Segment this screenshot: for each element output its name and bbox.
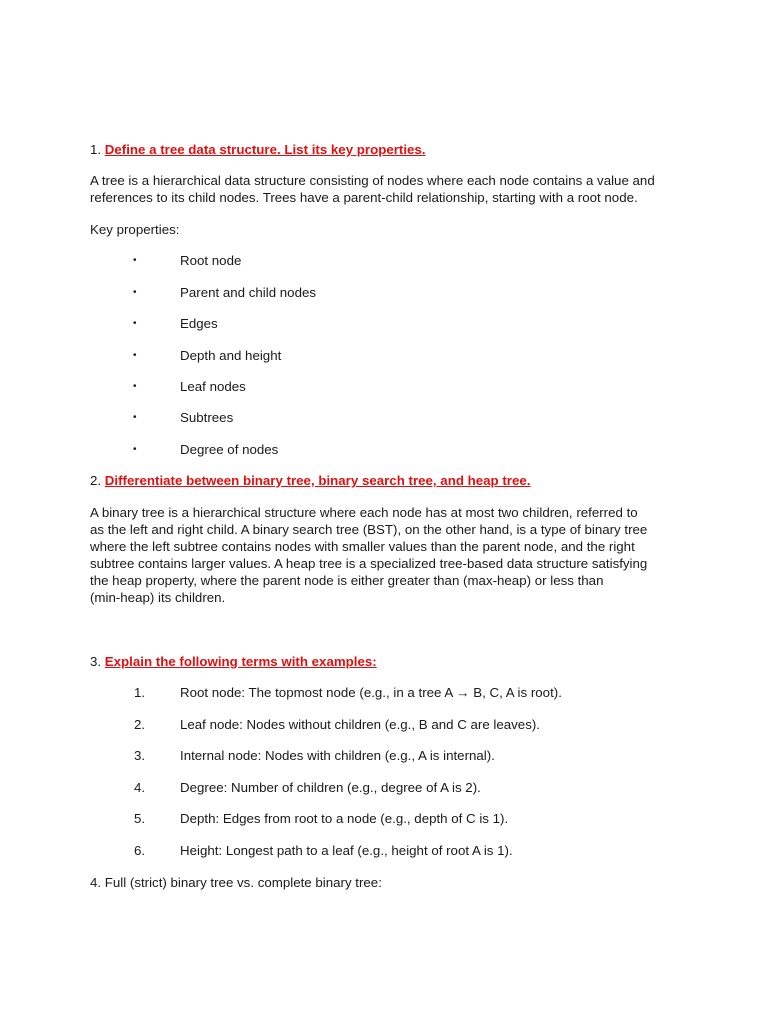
question-3-heading [90, 653, 377, 670]
bullet-icon: • [133, 287, 137, 298]
bullet-icon: • [133, 444, 137, 455]
bullet-icon: • [133, 318, 137, 329]
property-text: Subtrees [180, 410, 234, 425]
question-4-heading: 4. Full (strict) binary tree vs. complete binary tree: [90, 875, 382, 890]
term-text: Depth: Edges from root to a node (e.g., depth of C is 1). [180, 811, 509, 826]
item-number: 1. [134, 685, 146, 700]
item-number: 2. [134, 717, 146, 732]
question-1-answer-line: references to its child nodes. Trees have a parent-child relationship, starting with a root node. [90, 190, 638, 205]
question-3-title: Explain the following terms with examples: [104, 654, 377, 669]
item-number: 3. [134, 748, 146, 763]
bullet-icon: • [133, 412, 137, 423]
question-2-title: Differentiate between binary tree, binary search tree, and heap tree. [104, 473, 531, 488]
property-text: Parent and child nodes [180, 285, 317, 300]
property-text: Depth and height [180, 348, 282, 363]
question-2-answer-line: subtree contains larger values. A heap tree is a specialized tree-based data structure satisfying [90, 556, 648, 571]
question-2-answer-line: where the left subtree contains nodes with smaller values than the parent node, and the right [90, 539, 635, 554]
item-number: 4. [134, 780, 146, 795]
key-properties-label: Key properties: [90, 222, 180, 237]
property-text: Root node [180, 253, 242, 268]
property-text: Edges [180, 316, 218, 331]
question-3-number: 3. [90, 654, 102, 669]
question-2-heading [90, 472, 530, 489]
bullet-icon: • [133, 381, 137, 392]
question-1-heading [90, 141, 426, 158]
bullet-icon: • [133, 255, 137, 266]
item-number: 5. [134, 811, 146, 826]
question-2-answer-line: (min-heap) its children. [90, 590, 226, 605]
property-text: Leaf nodes [180, 379, 246, 394]
item-number: 6. [134, 843, 146, 858]
question-1-title: Define a tree data structure. List its key properties. [104, 142, 426, 157]
question-2-answer-line: the heap property, where the parent node is either greater than (max-heap) or less than [90, 573, 604, 588]
question-1-number: 1. [90, 142, 102, 157]
term-text: Degree: Number of children (e.g., degree of A is 2). [180, 780, 481, 795]
question-2-answer-line: as the left and right child. A binary search tree (BST), on the other hand, is a type of binary tree [90, 522, 648, 537]
question-2-number: 2. [90, 473, 102, 488]
question-1-answer-line: A tree is a hierarchical data structure consisting of nodes where each node contains a value and [90, 173, 655, 188]
question-2-answer [90, 504, 690, 606]
term-text: Root node: The topmost node (e.g., in a tree A → B, C, A is root). [180, 685, 562, 700]
question-1-answer [90, 172, 690, 206]
term-text: Height: Longest path to a leaf (e.g., height of root A is 1). [180, 843, 513, 858]
question-2-answer-line: A binary tree is a hierarchical structure where each node has at most two children, referred to [90, 505, 638, 520]
term-text: Leaf node: Nodes without children (e.g., B and C are leaves). [180, 717, 540, 732]
property-text: Degree of nodes [180, 442, 279, 457]
bullet-icon: • [133, 350, 137, 361]
term-text: Internal node: Nodes with children (e.g., A is internal). [180, 748, 495, 763]
